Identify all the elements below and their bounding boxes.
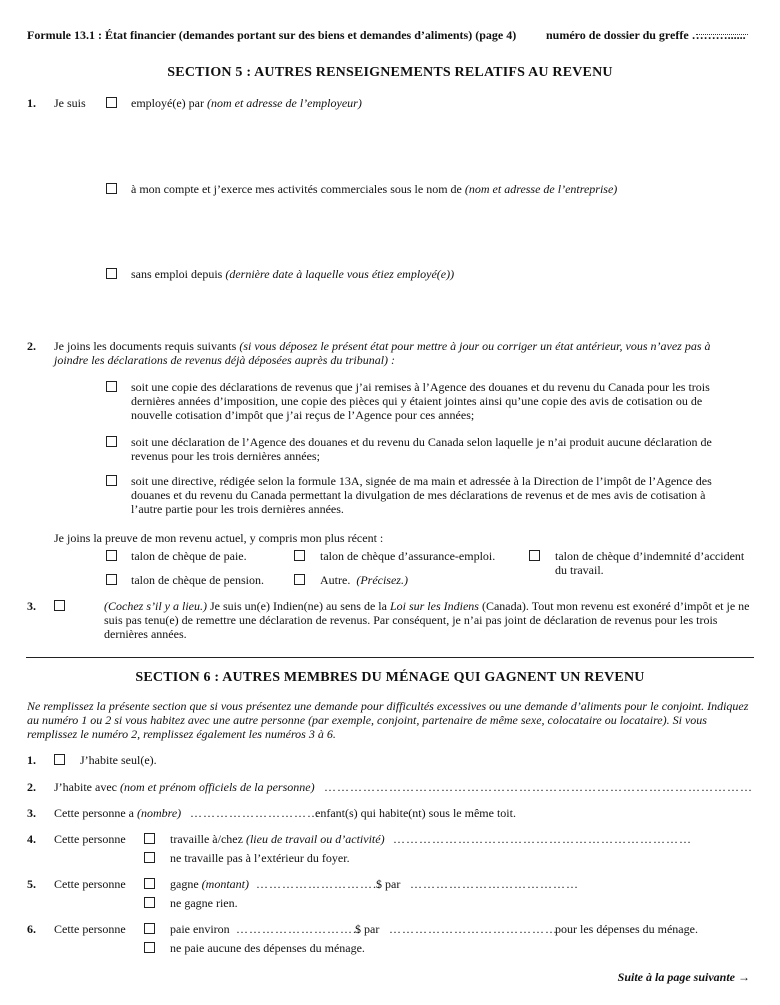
proof-injury-label: talon de chèque d’indemnité d’accident du travail.: [555, 549, 745, 577]
earns-checkbox[interactable]: [144, 878, 155, 889]
employed-label: employé(e) par (nom et adresse de l’employeur): [131, 96, 362, 110]
proof-ei-label: talon de chèque d’assurance-emploi.: [320, 549, 496, 563]
proof-pension-checkbox[interactable]: [106, 574, 117, 585]
lives-with-label: J’habite avec (nom et prénom officiels de la personne): [54, 780, 315, 794]
q2-hint-line2: joindre les déclarations de revenus déjà déposées auprès du tribunal) :: [54, 353, 396, 367]
doc2-checkbox[interactable]: [106, 436, 117, 447]
self-employed-checkbox[interactable]: [106, 183, 117, 194]
section5-title: SECTION 5 : AUTRES RENSEIGNEMENTS RELATIFS AU REVENU: [167, 65, 613, 80]
pays-checkbox[interactable]: [144, 923, 155, 934]
doc3-label: soit une directive, rédigée selon la formule 13A, signée de ma main et adressée à la Direction de l’impôt de l’Agence des douanes et du revenu du Canada permettant la divulgation de mes déclarations de revenus et de mes avis de cotisation à l’autre partie pour les trois dernières années.: [131, 474, 712, 516]
doc2-label: soit une déclaration de l’Agence des douanes et du revenu du Canada selon laquelle je n’ai produit aucune déclaration de revenus pour les trois dernières années;: [131, 435, 712, 463]
proof-pay-label: talon de chèque de paie.: [131, 549, 247, 563]
earnings-amount-field[interactable]: ………………………..: [256, 877, 381, 891]
pays-tail: pour les dépenses du ménage.: [555, 922, 698, 936]
works-at-label: travaille à/chez (lieu de travail ou d’activité): [170, 832, 385, 846]
workplace-field[interactable]: ……………………………………………………………: [393, 832, 692, 846]
section6-intro: Ne remplissez la présente section que si vous présentez une demande pour difficultés excessives ou une demande d’aliments pour le conjoint. Indiquez au numéro 1 ou 2 si vous habitez avec une autre personne (par exemple, conjoint, partenaire de même sexe, colocataire ou locataire). Si vous remplissez le numéro 2, remplissez également les numéros 3 à 6.: [27, 699, 749, 741]
indian-status-checkbox[interactable]: [54, 600, 65, 611]
pays-period-field[interactable]: …………………………………: [389, 922, 558, 936]
unemployed-label: sans emploi depuis (dernière date à laquelle vous étiez employé(e)): [131, 267, 455, 281]
earnings-per-label: $ par: [376, 877, 401, 891]
doc3-checkbox[interactable]: [106, 475, 117, 486]
q2-number: 2.: [27, 339, 36, 353]
proof-pay-checkbox[interactable]: [106, 550, 117, 561]
pays-amount-field[interactable]: ………………………..: [236, 922, 361, 936]
q3-number: 3.: [27, 599, 36, 613]
q2-lead: Je joins les documents requis suivants (si vous déposez le présent état pour mettre à jour ou corriger un état antérieur, vous n’avez pas à: [54, 339, 711, 353]
section-divider: [26, 657, 754, 658]
continue-note: Suite à la page suivante →: [617, 970, 750, 984]
earns-nothing-checkbox[interactable]: [144, 897, 155, 908]
s6-i5-number: 5.: [27, 877, 36, 891]
children-label: Cette personne a (nombre): [54, 806, 182, 820]
doc1-checkbox[interactable]: [106, 381, 117, 392]
unemployed-checkbox[interactable]: [106, 268, 117, 279]
proof-injury-checkbox[interactable]: [529, 550, 540, 561]
proof-pension-label: talon de chèque de pension.: [131, 573, 264, 587]
s6-i4-lead: Cette personne: [54, 832, 126, 846]
s6-i3-number: 3.: [27, 806, 36, 820]
form-title: Formule 13.1 : État financier (demandes portant sur des biens et demandes d’aliments) (page 4): [27, 28, 517, 42]
children-count-field[interactable]: …………………………: [190, 806, 320, 820]
works-at-checkbox[interactable]: [144, 833, 155, 844]
proof-other-checkbox[interactable]: [294, 574, 305, 585]
s6-i4-number: 4.: [27, 832, 36, 846]
earns-label: gagne (montant): [170, 877, 249, 891]
q1-lead: Je suis: [54, 96, 86, 110]
q3-text: (Cochez s’il y a lieu.) Je suis un(e) Indien(ne) au sens de la Loi sur les Indiens (Canada). Tout mon revenu est exonéré d’impôt et je ne suis pas tenu(e) de remettre une déclaration de revenus. Par conséquent, je n’ai pas joint de déclaration de revenus pour les trois dernières années.: [104, 599, 750, 641]
lives-alone-checkbox[interactable]: [54, 754, 65, 765]
no-outside-work-checkbox[interactable]: [144, 852, 155, 863]
s6-i1-number: 1.: [27, 753, 36, 767]
proof-ei-checkbox[interactable]: [294, 550, 305, 561]
earnings-period-field[interactable]: …………………………………: [410, 877, 579, 891]
file-number-field[interactable]: [696, 34, 748, 35]
doc1-label: soit une copie des déclarations de revenus que j’ai remises à l’Agence des douanes et du revenu du Canada pour les trois dernières années d’imposition, une copie des pièces qui y étaient jointes ainsi qu’une copie des avis de cotisation ou de nouvelle cotisation d’impôt que j’ai reçus de l’Agence pour ces années;: [131, 380, 710, 422]
pays-nothing-checkbox[interactable]: [144, 942, 155, 953]
q1-number: 1.: [27, 96, 36, 110]
s6-i6-number: 6.: [27, 922, 36, 936]
s6-i6-lead: Cette personne: [54, 922, 126, 936]
children-tail: enfant(s) qui habite(nt) sous le même toit.: [315, 806, 516, 820]
proof-lead: Je joins la preuve de mon revenu actuel, y compris mon plus récent :: [54, 531, 384, 545]
s6-i5-lead: Cette personne: [54, 877, 126, 891]
lives-alone-label: J’habite seul(e).: [80, 753, 157, 767]
pays-per-label: $ par: [355, 922, 380, 936]
section6-title: SECTION 6 : AUTRES MEMBRES DU MÉNAGE QUI GAGNENT UN REVENU: [135, 670, 645, 685]
no-outside-work-label: ne travaille pas à l’extérieur du foyer.: [170, 851, 350, 865]
earns-nothing-label: ne gagne rien.: [170, 896, 238, 910]
employed-checkbox[interactable]: [106, 97, 117, 108]
proof-other-label: Autre. (Précisez.): [320, 573, 408, 587]
s6-i2-number: 2.: [27, 780, 36, 794]
pays-nothing-label: ne paie aucune des dépenses du ménage.: [170, 941, 365, 955]
file-number-label: numéro de dossier du greffe ………......: [546, 28, 746, 42]
self-employed-label: à mon compte et j’exerce mes activités commerciales sous le nom de (nom et adresse de l’entreprise): [131, 182, 618, 196]
cohabitant-name-field[interactable]: ………………………………………………………………………………………: [324, 780, 753, 794]
pays-label: paie environ: [170, 922, 230, 936]
